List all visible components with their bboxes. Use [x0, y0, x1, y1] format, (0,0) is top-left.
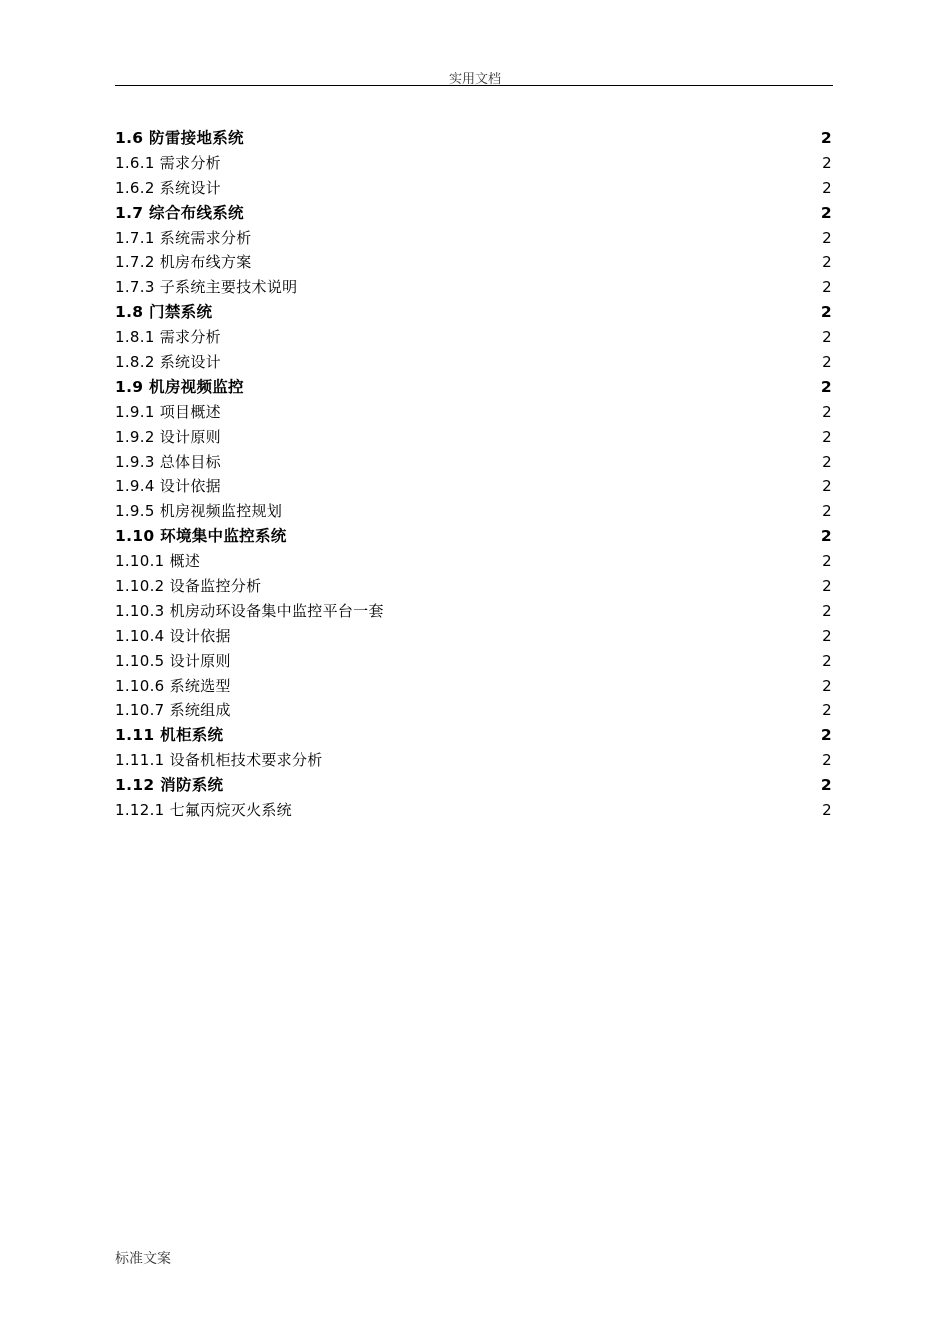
toc-entry-page-number: 2 [822, 651, 832, 670]
toc-entry-page-number: 2 [822, 552, 832, 571]
toc-entry-title: 1.9.1 项目概述 [115, 402, 221, 421]
toc-subsection-entry[interactable] [115, 748, 833, 773]
toc-subsection-entry[interactable] [115, 450, 833, 475]
toc-subsection-entry[interactable] [115, 350, 833, 375]
toc-entry-title: 1.7.1 系统需求分析 [115, 228, 252, 247]
toc-entry-page-number: 2 [820, 129, 832, 147]
toc-subsection-entry[interactable] [115, 176, 833, 201]
toc-section-entry[interactable] [115, 524, 833, 549]
toc-entry-page-number: 2 [822, 427, 832, 446]
toc-entry-title: 1.9 机房视频监控 [115, 377, 244, 396]
toc-entry-page-number: 2 [822, 253, 832, 272]
toc-entry-page-number: 2 [822, 751, 832, 770]
toc-section-entry[interactable] [115, 300, 833, 325]
header-divider [115, 85, 833, 86]
toc-entry-title: 1.9.2 设计原则 [115, 427, 221, 446]
toc-entry-title: 1.10.1 概述 [115, 552, 201, 571]
toc-entry-title: 1.9.3 总体目标 [115, 452, 221, 471]
toc-entry-page-number: 2 [822, 153, 832, 172]
toc-subsection-entry[interactable] [115, 674, 833, 699]
toc-entry-page-number: 2 [822, 601, 832, 620]
toc-subsection-entry[interactable] [115, 250, 833, 275]
toc-entry-title: 1.10.3 机房动环设备集中监控平台一套 [115, 601, 384, 620]
toc-subsection-entry[interactable] [115, 325, 833, 350]
toc-entry-page-number: 2 [822, 228, 832, 247]
toc-section-entry[interactable] [115, 773, 833, 798]
toc-entry-title: 1.11.1 设备机柜技术要求分析 [115, 751, 323, 770]
toc-subsection-entry[interactable] [115, 474, 833, 499]
toc-entry-title: 1.12.1 七氟丙烷灭火系统 [115, 801, 292, 820]
toc-subsection-entry[interactable] [115, 226, 833, 251]
toc-section-entry[interactable] [115, 126, 833, 151]
toc-entry-page-number: 2 [822, 477, 832, 496]
toc-section-entry[interactable] [115, 375, 833, 400]
toc-entry-page-number: 2 [822, 178, 832, 197]
toc-subsection-entry[interactable] [115, 425, 833, 450]
toc-entry-page-number: 2 [820, 303, 832, 322]
toc-section-entry[interactable] [115, 201, 833, 226]
toc-entry-title: 1.7.2 机房布线方案 [115, 253, 252, 272]
toc-entry-title: 1.8.2 系统设计 [115, 353, 221, 372]
toc-entry-page-number: 2 [820, 726, 832, 745]
toc-subsection-entry[interactable] [115, 549, 833, 574]
toc-subsection-entry[interactable] [115, 574, 833, 599]
toc-subsection-entry[interactable] [115, 599, 833, 624]
toc-entry-page-number: 2 [822, 626, 832, 645]
toc-entry-title: 1.12 消防系统 [115, 776, 224, 795]
toc-subsection-entry[interactable] [115, 499, 833, 524]
toc-entry-title: 1.6.1 需求分析 [115, 153, 221, 172]
toc-entry-title: 1.10.2 设备监控分析 [115, 577, 262, 596]
toc-subsection-entry[interactable] [115, 649, 833, 674]
toc-entry-page-number: 2 [822, 577, 832, 596]
table-of-contents [115, 126, 833, 823]
toc-entry-title: 1.7.3 子系统主要技术说明 [115, 278, 298, 297]
toc-entry-title: 1.8 门禁系统 [115, 303, 213, 322]
toc-entry-page-number: 2 [822, 502, 832, 521]
toc-entry-page-number: 2 [820, 527, 832, 546]
page-header-title: 实用文档 [448, 72, 501, 87]
toc-entry-title: 1.10.6 系统选型 [115, 676, 231, 695]
toc-entry-title: 1.7 综合布线系统 [115, 203, 244, 222]
toc-entry-page-number: 2 [822, 701, 832, 720]
toc-entry-page-number: 2 [822, 801, 832, 820]
toc-entry-page-number: 2 [822, 328, 832, 347]
toc-subsection-entry[interactable] [115, 151, 833, 176]
toc-entry-title: 1.10.7 系统组成 [115, 701, 231, 720]
toc-subsection-entry[interactable] [115, 698, 833, 723]
toc-entry-title: 1.9.5 机房视频监控规划 [115, 502, 283, 521]
toc-entry-page-number: 2 [822, 452, 832, 471]
toc-entry-page-number: 2 [822, 278, 832, 297]
toc-subsection-entry[interactable] [115, 798, 833, 823]
toc-entry-title: 1.6 防雷接地系统 [115, 129, 244, 147]
toc-entry-title: 1.8.1 需求分析 [115, 328, 221, 347]
toc-entry-title: 1.10.5 设计原则 [115, 651, 231, 670]
toc-entry-page-number: 2 [822, 353, 832, 372]
page-footer-text: 标准文案 [115, 1251, 171, 1267]
toc-entry-page-number: 2 [820, 377, 832, 396]
toc-subsection-entry[interactable] [115, 400, 833, 425]
toc-entry-page-number: 2 [820, 203, 832, 222]
toc-entry-title: 1.10.4 设计依据 [115, 626, 231, 645]
toc-entry-title: 1.9.4 设计依据 [115, 477, 221, 496]
toc-section-entry[interactable] [115, 723, 833, 748]
toc-entry-title: 1.10 环境集中监控系统 [115, 527, 287, 546]
toc-subsection-entry[interactable] [115, 275, 833, 300]
toc-entry-page-number: 2 [820, 776, 832, 795]
toc-entry-page-number: 2 [822, 676, 832, 695]
toc-subsection-entry[interactable] [115, 624, 833, 649]
toc-entry-title: 1.6.2 系统设计 [115, 178, 221, 197]
toc-entry-title: 1.11 机柜系统 [115, 726, 224, 745]
toc-entry-page-number: 2 [822, 402, 832, 421]
